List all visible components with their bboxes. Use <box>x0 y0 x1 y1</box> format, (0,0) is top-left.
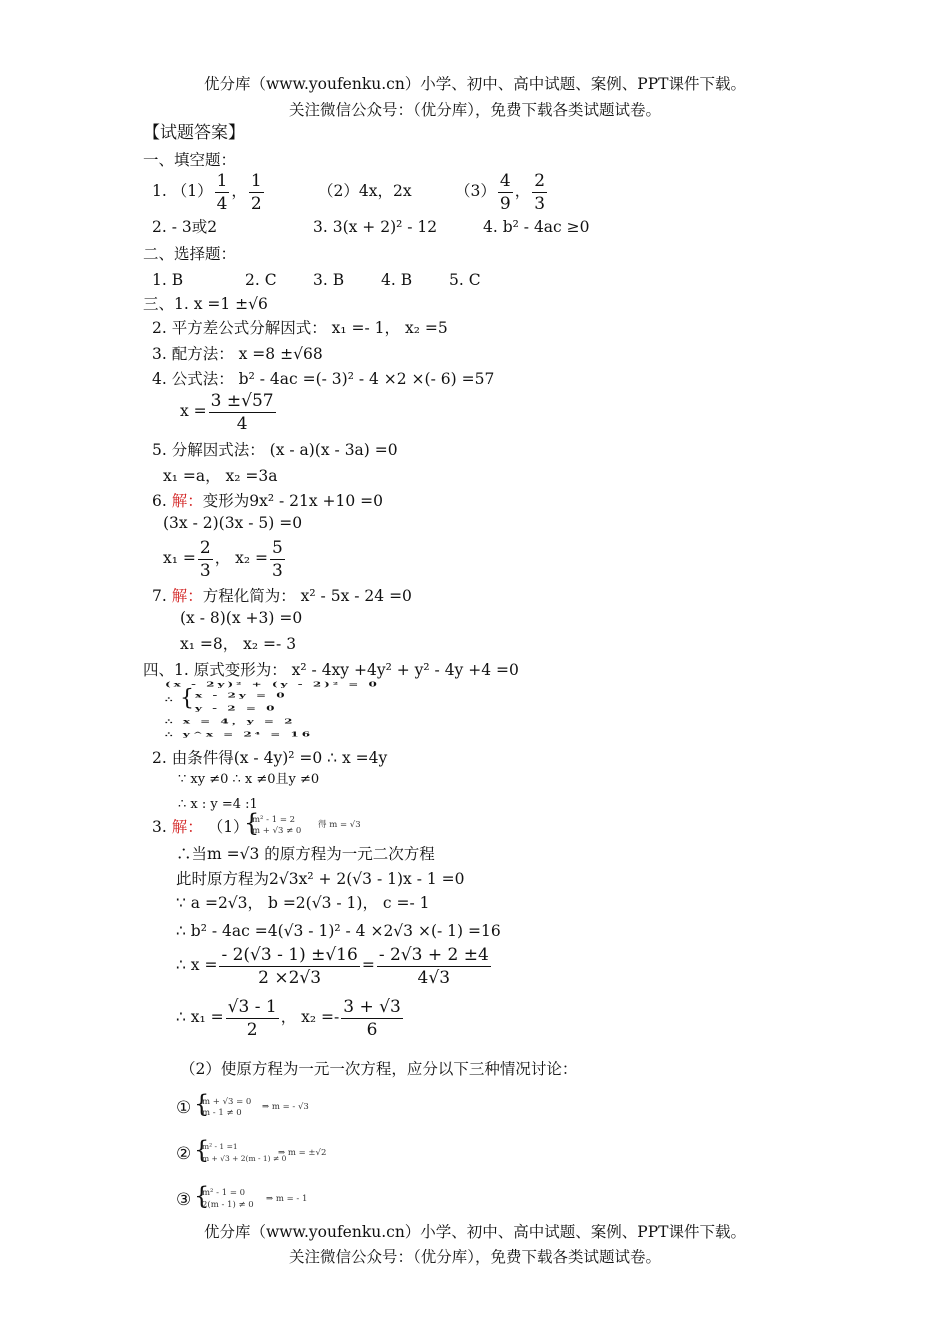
denominator: 3 <box>199 560 211 581</box>
numerator: 2 <box>534 170 546 191</box>
fraction <box>377 944 491 989</box>
part1-q2: 2. - 3或2 <box>152 218 218 236</box>
part3-q7 <box>152 586 412 606</box>
part4-q1-system-b: y - 2 = 0 <box>195 704 278 713</box>
denominator: 4 <box>216 193 228 214</box>
part2-answer-2: 2. C <box>245 271 277 289</box>
q3-system-a: m² - 1 = 2 <box>252 815 296 825</box>
q6-equation: 变形为9x² - 21x +10 =0 <box>202 492 384 510</box>
q3-line6 <box>176 994 405 1041</box>
part1-heading: 一、填空题： <box>143 151 237 169</box>
numerator: 2 <box>199 537 211 558</box>
part3-q2: 2. 平方差公式分解因式： x₁ =- 1， x₂ =5 <box>152 319 448 337</box>
brace-icon: { <box>194 1182 210 1210</box>
fraction <box>532 170 547 215</box>
part2-answer-5: 5. C <box>449 271 481 289</box>
case3-mark: ③ <box>176 1190 192 1210</box>
x-label: ∴ x = <box>176 956 218 974</box>
case1-condition-b: m - 1 ≠ 0 <box>202 1108 242 1118</box>
q3-line3: ∵ a =2√3， b =2(√3 - 1)， c =- 1 <box>176 894 430 912</box>
part4-q1-line3: ∴ x = 4，y = 2 <box>165 717 296 726</box>
case3-condition-b: 2(m - 1) ≠ 0 <box>202 1200 254 1210</box>
denominator: 2 <box>250 193 262 214</box>
part3-q4-root <box>180 388 278 435</box>
part2-answer-1: 1. B <box>152 271 184 289</box>
part4-q2-line1: ∵ xy ≠0 ∴ x ≠0且y ≠0 <box>178 772 320 787</box>
q7-equation: 方程化简为： x² - 5x - 24 =0 <box>202 587 412 605</box>
q3-line1: ∴当m =√3 的原方程为一元二次方程 <box>176 845 435 863</box>
fraction <box>209 390 276 435</box>
case3-result: ⇒ m = - 1 <box>266 1194 308 1204</box>
case2-condition-b: m + √3 + 2(m - 1) ≠ 0 <box>202 1154 287 1163</box>
fraction <box>498 170 513 215</box>
numerator: √3 - 1 <box>227 996 277 1017</box>
fraction <box>198 537 213 582</box>
q3-system-result: 得 m = √3 <box>318 820 361 830</box>
denominator: 3 <box>534 193 546 214</box>
part4-q1-system-a: x - 2y = 0 <box>195 691 288 700</box>
case1-mark: ① <box>176 1098 192 1118</box>
denominator: 3 <box>272 560 283 581</box>
x1-label: x₁ = <box>163 549 196 567</box>
solution-label: 解： <box>171 492 203 510</box>
part3-q6 <box>152 491 383 511</box>
brace-icon: { <box>194 1090 210 1118</box>
numerator: 3 + √3 <box>343 996 401 1017</box>
fraction <box>270 537 285 582</box>
q3-line4: ∴ b² - 4ac =4(√3 - 1)² - 4 ×2√3 ×(- 1) =16 <box>176 922 501 940</box>
case3-condition-a: m² - 1 = 0 <box>202 1188 246 1198</box>
numerator: 1 <box>216 170 228 191</box>
brace-icon: { <box>194 1136 210 1164</box>
part1-q1-3: （3） $\frac{4}{9}$ ， $\frac{2}{3}$ <box>455 170 546 214</box>
q1-label: 1. （1） <box>152 182 213 200</box>
solution-label: 解： <box>171 587 203 605</box>
denominator: 2 <box>246 1019 258 1040</box>
denominator: 4√3 <box>417 967 451 988</box>
q1-3-label: （3） <box>455 182 496 200</box>
fraction <box>215 170 230 215</box>
part4-q2: 2. 由条件得(x - 4y)² =0 ∴ x =4y <box>152 749 388 767</box>
numerator: - 2(√3 - 1) ±√16 <box>221 944 358 965</box>
x1-label: ∴ x₁ = <box>176 1008 224 1026</box>
q6-number: 6. <box>152 492 167 510</box>
solution-label: 解： <box>171 818 203 836</box>
part3-q5-roots: x₁ =a， x₂ =3a <box>163 467 278 485</box>
footer-line-1: 优分库（www.youfenku.cn）小学、初中、高中试题、案例、PPT课件下载。 <box>203 1223 747 1241</box>
case2-result: ⇒ m = ±√2 <box>278 1148 327 1158</box>
part1-q1-2: （2）4x，2x <box>318 182 412 200</box>
part4-q1-line4: ∴ y^x = 2⁴ = 16 <box>165 730 314 739</box>
fraction <box>226 996 279 1041</box>
footer-line-2: 关注微信公众号：（优分库），免费下载各类试题试卷。 <box>288 1248 661 1266</box>
denominator: 9 <box>499 193 511 214</box>
header-line-2: 关注微信公众号：（优分库），免费下载各类试题试卷。 <box>288 101 661 119</box>
part1-q1: 1. （1） $\frac{1}{4}$ ， $\frac{1}{2}$ <box>152 170 262 214</box>
q3-sub1-label: （1） <box>207 818 249 836</box>
q3-line2: 此时原方程为2√3x² + 2(√3 - 1)x - 1 =0 <box>176 870 465 888</box>
x-label: x = <box>180 402 207 420</box>
part1-q4: 4. b² - 4ac ≥0 <box>483 218 590 236</box>
part1-q3: 3. 3(x + 2)² - 12 <box>313 218 438 236</box>
q3-line5 <box>176 942 493 989</box>
fraction <box>249 170 264 215</box>
x2-label: ， x₂ = <box>214 549 268 567</box>
part2-heading: 二、选择题： <box>143 245 237 263</box>
numerator: 4 <box>499 170 511 191</box>
part2-answer-3: 3. B <box>313 271 345 289</box>
part3-q7-factor: (x - 8)(x +3) =0 <box>180 609 303 627</box>
numerator: 5 <box>272 537 283 558</box>
fraction <box>219 944 359 989</box>
part4-q1-system-prefix: ∴ <box>165 695 176 704</box>
numerator: 1 <box>250 170 262 191</box>
denominator: 4 <box>236 413 248 434</box>
case2-mark: ② <box>176 1144 192 1164</box>
part2-answer-4: 4. B <box>381 271 413 289</box>
q3-system-b: m + √3 ≠ 0 <box>252 826 302 836</box>
case1-condition-a: m + √3 = 0 <box>202 1097 252 1107</box>
q7-number: 7. <box>152 587 167 605</box>
x2-label: ， x₂ =- <box>280 1008 340 1026</box>
numerator: - 2√3 + 2 ±4 <box>378 944 489 965</box>
part3-q5: 5. 分解因式法： (x - a)(x - 3a) =0 <box>152 441 398 459</box>
part3-q6-factor: (3x - 2)(3x - 5) =0 <box>163 514 303 532</box>
part3-q6-roots <box>163 535 287 582</box>
part3-q7-roots: x₁ =8， x₂ =- 3 <box>180 635 297 653</box>
denominator: 2 ×2√3 <box>258 967 322 988</box>
part4-q2-line2: ∴ x : y =4 :1 <box>178 797 258 812</box>
fraction <box>341 996 403 1041</box>
brace-icon: { <box>180 686 194 711</box>
part4-q1: 四、1. 原式变形为： x² - 4xy +4y² + y² - 4y +4 =0 <box>143 661 519 679</box>
q3-number: 3. <box>152 818 167 836</box>
case1-result: ⇒ m = - √3 <box>262 1102 309 1112</box>
part3-q3: 3. 配方法： x =8 ±√68 <box>152 345 323 363</box>
part4-q1-line1: (x - 2y)² + (y - 2)² = 0 <box>165 680 380 689</box>
numerator: 3 ±√57 <box>210 390 274 411</box>
header-line-1: 优分库（www.youfenku.cn）小学、初中、高中试题、案例、PPT课件下载。 <box>203 75 747 93</box>
equals: = <box>361 956 375 974</box>
q3-sub2: （2）使原方程为一元一次方程，应分以下三种情况讨论： <box>180 1060 578 1078</box>
brace-icon: { <box>244 809 260 837</box>
case2-condition-a: m² - 1 =1 <box>202 1142 238 1151</box>
answer-title: 【试题答案】 <box>143 123 245 143</box>
part3-q4: 4. 公式法： b² - 4ac =(- 3)² - 4 ×2 ×(- 6) =57 <box>152 370 495 388</box>
part4-q3 <box>152 817 249 837</box>
denominator: 6 <box>366 1019 378 1040</box>
part3-q1: 三、1. x =1 ±√6 <box>143 295 268 313</box>
